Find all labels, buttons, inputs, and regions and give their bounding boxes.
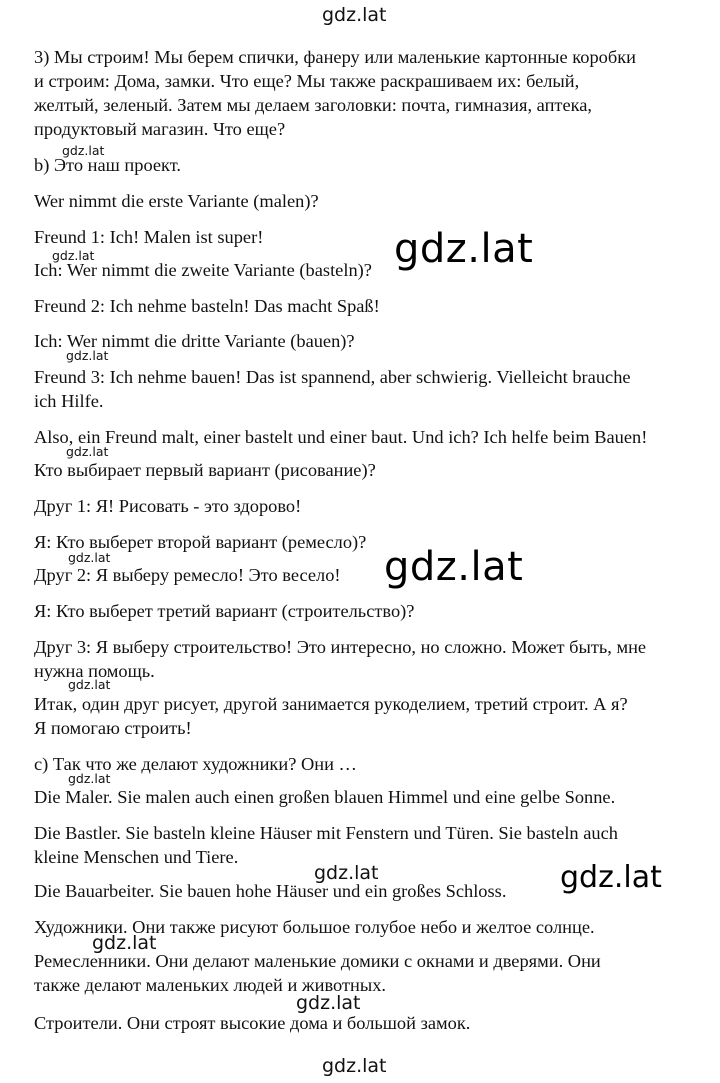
watermark-footer: gdz.lat [322, 1055, 387, 1077]
watermark-small: gdz.lat [62, 143, 105, 158]
watermark-large: gdz.lat [560, 860, 662, 895]
text-line: Freund 2: Ich nehme basteln! Das macht Spaß! [34, 296, 380, 316]
watermark-small: gdz.lat [52, 248, 95, 263]
watermark-large: gdz.lat [384, 544, 524, 590]
text-line: нужна помощь. [34, 661, 155, 681]
text-line: Друг 2: Я выберу ремесло! Это весело! [34, 565, 341, 585]
text-line: Кто выбирает первый вариант (рисование)? [34, 460, 376, 480]
watermark-small: gdz.lat [66, 444, 109, 459]
text-line: b) Это наш проект. [34, 155, 181, 175]
text-line: желтый, зеленый. Затем мы делаем заголовки: почта, гимназия, аптека, [34, 95, 593, 115]
text-line: ich Hilfe. [34, 391, 104, 411]
text-line: Also, ein Freund malt, einer bastelt und einer baut. Und ich? Ich helfe beim Bauen! [34, 427, 648, 447]
watermark-medium: gdz.lat [92, 932, 157, 954]
text-line: Друг 3: Я выберу строительство! Это интересно, но сложно. Может быть, мне [34, 637, 647, 657]
watermark-small: gdz.lat [68, 550, 111, 565]
watermark-small: gdz.lat [68, 677, 111, 692]
text-line: Строители. Они строят высокие дома и большой замок. [34, 1013, 471, 1033]
watermark-header: gdz.lat [322, 4, 387, 26]
text-line: Die Bastler. Sie basteln kleine Häuser mit Fenstern und Türen. Sie basteln auch [34, 823, 618, 843]
text-line: Я: Кто выберет второй вариант (ремесло)? [34, 532, 367, 552]
text-line: Ich: Wer nimmt die zweite Variante (basteln)? [34, 260, 372, 280]
watermark-medium: gdz.lat [296, 992, 361, 1014]
text-line: Die Maler. Sie malen auch einen großen blauen Himmel und eine gelbe Sonne. [34, 787, 616, 807]
text-line: Я помогаю строить! [34, 718, 192, 738]
watermark-small: gdz.lat [66, 348, 109, 363]
watermark-medium: gdz.lat [314, 862, 379, 884]
text-line: Друг 1: Я! Рисовать - это здорово! [34, 496, 302, 516]
watermark-small: gdz.lat [68, 771, 111, 786]
text-line: Итак, один друг рисует, другой занимается рукоделием, третий строит. А я? [34, 694, 628, 714]
text-line: Ремесленники. Они делают маленькие домики с окнами и дверями. Они [34, 951, 601, 971]
text-line: Я: Кто выберет третий вариант (строительство)? [34, 601, 415, 621]
text-line: Ich: Wer nimmt die dritte Variante (bauen)? [34, 331, 355, 351]
text-line: Die Bauarbeiter. Sie bauen hohe Häuser und ein großes Schloss. [34, 881, 507, 901]
text-line: также делают маленьких людей и животных. [34, 975, 387, 995]
text-line: Wer nimmt die erste Variante (malen)? [34, 191, 319, 211]
text-line: и строим: Дома, замки. Что еще? Мы также раскрашиваем их: белый, [34, 71, 580, 91]
text-line: 3) Мы строим! Мы берем спички, фанеру или маленькие картонные коробки [34, 47, 636, 67]
text-line: c) Так что же делают художники? Они … [34, 754, 357, 774]
watermark-large: gdz.lat [394, 226, 534, 272]
text-line: kleine Menschen und Tiere. [34, 847, 239, 867]
text-line: Freund 1: Ich! Malen ist super! [34, 227, 264, 247]
text-line: продуктовый магазин. Что еще? [34, 119, 286, 139]
text-line: Freund 3: Ich nehme bauen! Das ist spannend, aber schwierig. Vielleicht brauche [34, 367, 631, 387]
text-line: Художники. Они также рисуют большое голубое небо и желтое солнце. [34, 917, 595, 937]
